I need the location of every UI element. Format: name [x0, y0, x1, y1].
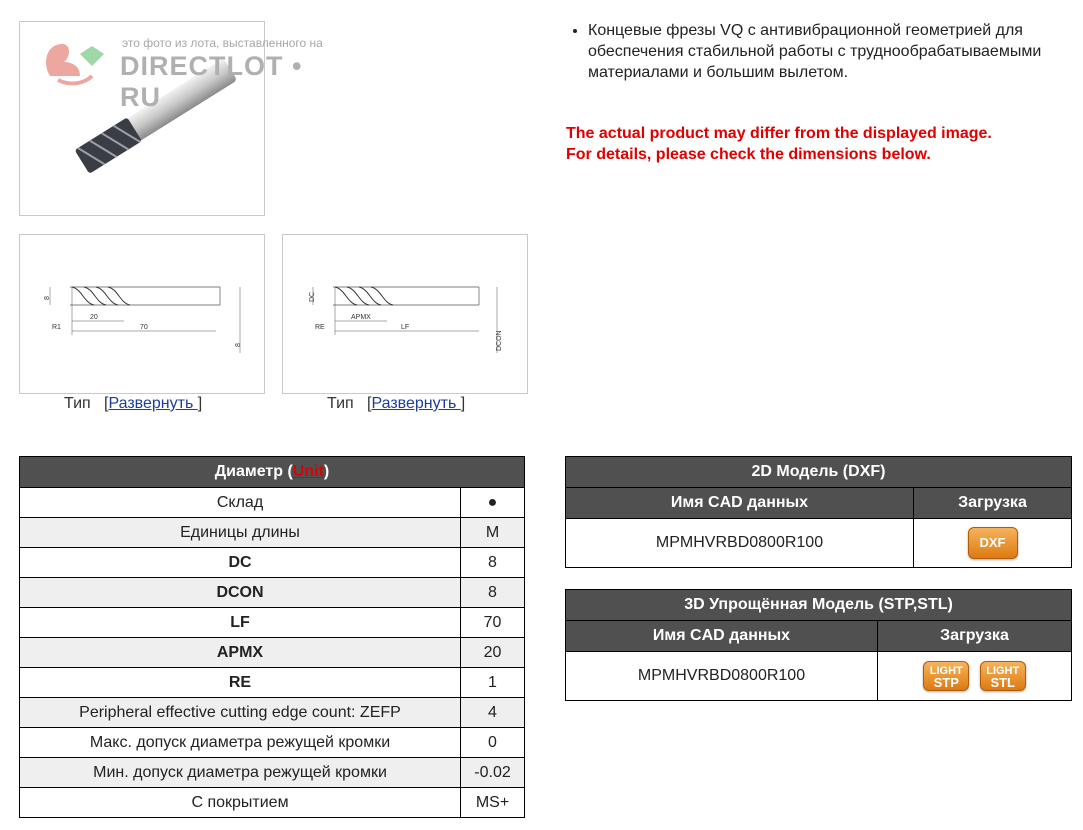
spec-label: DC [20, 548, 461, 578]
spec-header-prefix: Диаметр ( [214, 463, 293, 480]
spec-value: M [461, 518, 525, 548]
dxf-title: 2D Модель (DXF) [566, 457, 1072, 488]
stp-cad-name: MPMHVRBD0800R100 [566, 652, 878, 701]
product-description [566, 20, 1071, 83]
spec-label: APMX [20, 638, 461, 668]
watermark-caption: это фото из лота, выставленного на [122, 36, 323, 50]
expand-link[interactable]: Развернуть [108, 395, 198, 412]
spec-value: 70 [461, 608, 525, 638]
dxf-cad-name: MPMHVRBD0800R100 [566, 519, 914, 568]
drawing-2-caption [327, 395, 465, 413]
spec-label: Единицы длины [20, 518, 461, 548]
watermark [40, 36, 340, 112]
spec-value: 4 [461, 698, 525, 728]
spec-label: С покрытием [20, 788, 461, 818]
disclaimer-note [566, 123, 992, 165]
light-stp-download-button[interactable] [923, 661, 969, 691]
stl-label: STL [990, 675, 1015, 690]
stp-col-name: Имя CAD данных [566, 621, 878, 652]
dimension-drawing-1[interactable] [19, 234, 265, 394]
bracket-open: [ [367, 395, 372, 412]
drawing-1-caption [64, 395, 202, 413]
spec-label: RE [20, 668, 461, 698]
spec-row [20, 548, 525, 578]
drawing-2-label: RE [315, 324, 325, 331]
dxf-table [565, 456, 1072, 568]
drawing-1-label: 20 [90, 314, 98, 321]
bracket-open: [ [104, 395, 109, 412]
stp-title: 3D Упрощённая Модель (STP,STL) [566, 590, 1072, 621]
spec-label: Peripheral effective cutting edge count: ZEFP [20, 698, 461, 728]
squirrel-logo-icon [40, 36, 110, 90]
spec-row [20, 518, 525, 548]
spec-row [20, 488, 525, 518]
expand-link[interactable]: Развернуть [371, 395, 461, 412]
spec-value: MS+ [461, 788, 525, 818]
stp-col-download: Загрузка [878, 621, 1072, 652]
drawing-2-label: APMX [351, 314, 371, 321]
spec-row [20, 788, 525, 818]
spec-label: Макс. допуск диаметра режущей кромки [20, 728, 461, 758]
bracket-close: ] [197, 395, 203, 412]
spec-row [20, 638, 525, 668]
spec-value: 8 [461, 578, 525, 608]
dxf-col-name: Имя CAD данных [566, 488, 914, 519]
drawing-1-graphic [20, 235, 264, 393]
dxf-col-download: Загрузка [914, 488, 1072, 519]
spec-label: Склад [20, 488, 461, 518]
drawing-1-label: R1 [52, 324, 61, 331]
stp-stl-table [565, 589, 1072, 701]
spec-table [19, 456, 525, 818]
drawing-2-label: LF [401, 324, 410, 331]
spec-value: ● [461, 488, 525, 518]
note-line-2: For details, please check the dimensions below. [566, 146, 931, 163]
spec-row [20, 608, 525, 638]
drawing-1-label: 8 [44, 296, 51, 300]
spec-row [20, 578, 525, 608]
spec-value: 8 [461, 548, 525, 578]
stp-label: STP [933, 675, 959, 690]
spec-header [20, 457, 525, 488]
watermark-brand: DIRECTLOT • RU [120, 51, 303, 112]
spec-value: 20 [461, 638, 525, 668]
spec-label: DCON [20, 578, 461, 608]
drawing-2-label: DCON [496, 330, 503, 351]
type-label: Тип [327, 395, 354, 412]
spec-label: LF [20, 608, 461, 638]
dxf-download-button[interactable] [968, 527, 1018, 559]
spec-header-suffix: ) [323, 463, 330, 480]
spec-row [20, 698, 525, 728]
dimension-drawing-2[interactable] [282, 234, 528, 394]
light-stl-download-button[interactable] [980, 661, 1026, 691]
spec-row [20, 758, 525, 788]
type-label: Тип [64, 395, 91, 412]
description-item: • Концевые фрезы VQ с антивибрационной геометрией для обеспечения стабильной работы с труднообрабатываемыми материалами и большим вылетом. [588, 20, 1071, 83]
spec-row [20, 668, 525, 698]
dxf-file-icon: DXF [979, 535, 1006, 550]
light-label: LIGHT [929, 665, 963, 677]
spec-value: 0 [461, 728, 525, 758]
drawing-2-graphic [283, 235, 527, 393]
light-label: LIGHT [986, 665, 1020, 677]
note-line-1: The actual product may differ from the displayed image. [566, 125, 992, 142]
bracket-close: ] [460, 395, 466, 412]
drawing-1-label: 8 [235, 343, 242, 347]
spec-label: Мин. допуск диаметра режущей кромки [20, 758, 461, 788]
drawing-1-label: 70 [140, 324, 148, 331]
unit-link[interactable]: Unit [292, 463, 324, 480]
spec-value: -0.02 [461, 758, 525, 788]
spec-row [20, 728, 525, 758]
drawing-2-label: DC [309, 291, 316, 302]
spec-value: 1 [461, 668, 525, 698]
